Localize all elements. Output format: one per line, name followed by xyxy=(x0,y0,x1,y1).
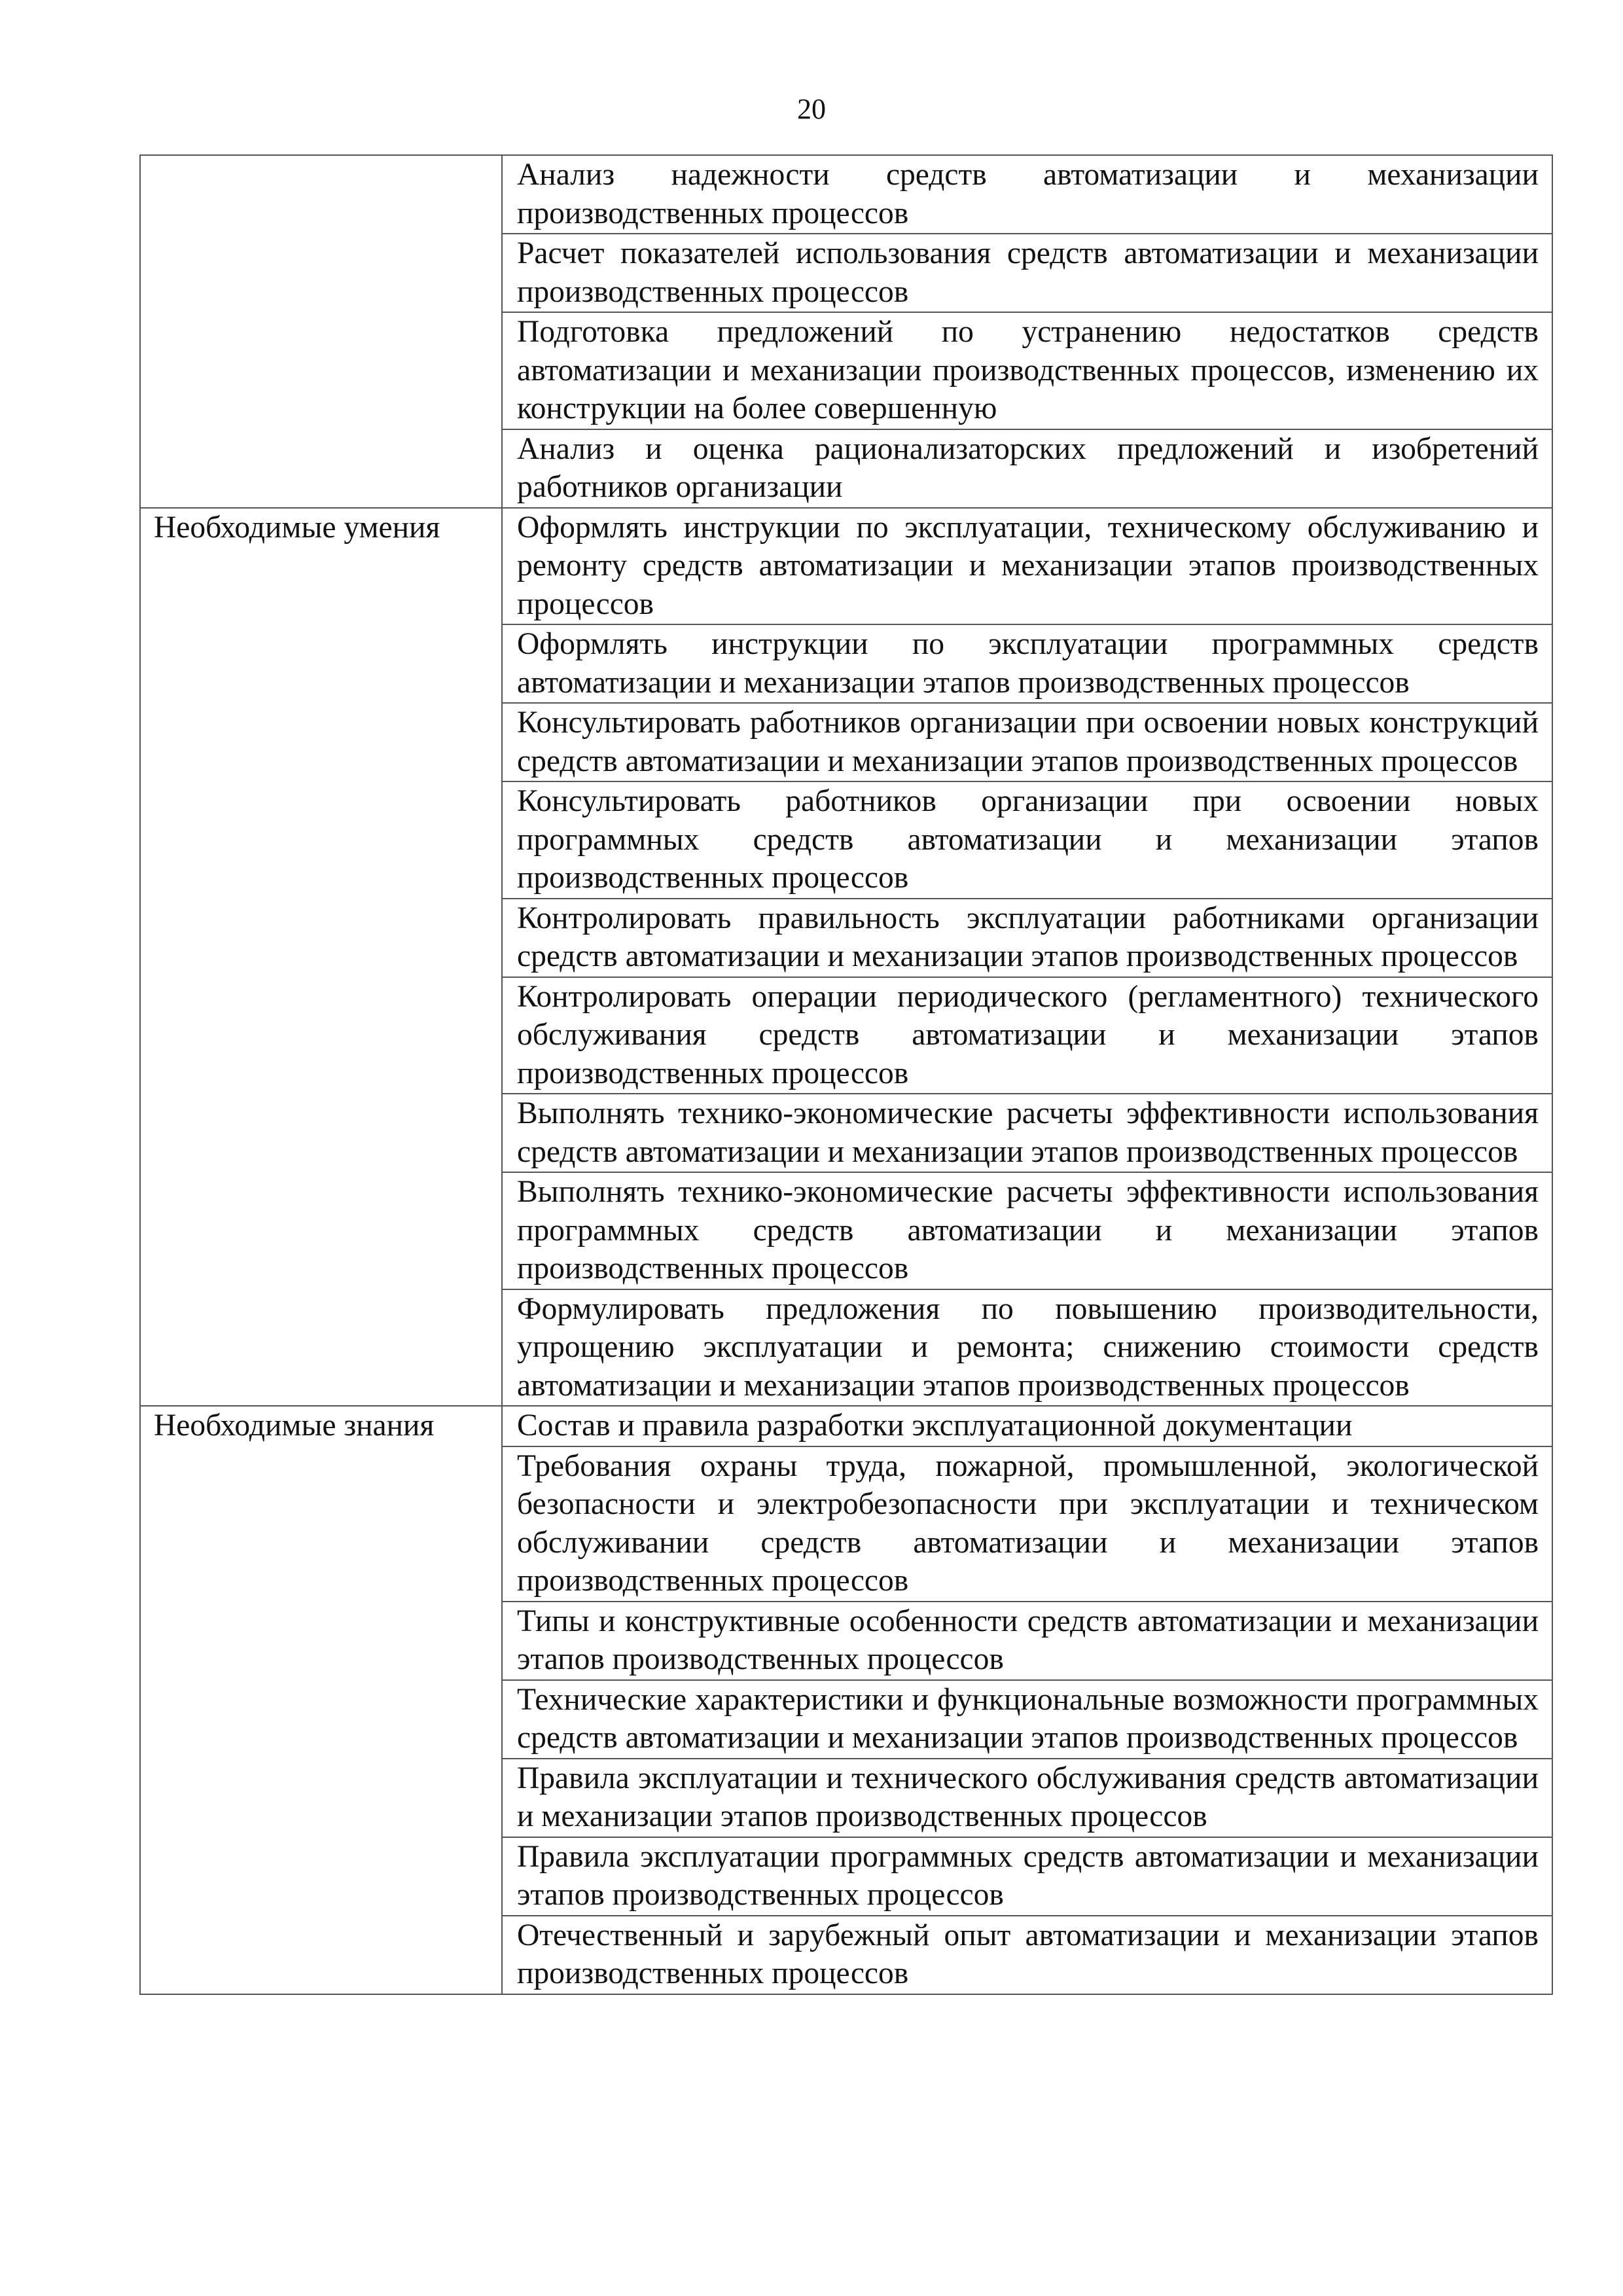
requirement-item: Требования охраны труда, пожарной, промышленной, экологической безопасности и электробезопасности при эксплуатации и техническом обслуживании средств автоматизации и механизации этапов производственных процессов xyxy=(502,1446,1552,1602)
requirement-item: Оформлять инструкции по эксплуатации, техническому обслуживанию и ремонту средств автоматизации и механизации этапов производственных процессов xyxy=(502,508,1552,625)
requirement-item: Консультировать работников организации при освоении новых конструкций средств автоматизации и механизации этапов производственных процессов xyxy=(502,703,1552,781)
requirement-item: Состав и правила разработки эксплуатационной документации xyxy=(502,1406,1552,1446)
table-row xyxy=(140,1406,1552,1446)
table-row xyxy=(140,155,1552,234)
requirement-item: Расчет показателей использования средств автоматизации и механизации производственных процессов xyxy=(502,234,1552,312)
requirement-item: Типы и конструктивные особенности средств автоматизации и механизации этапов производственных процессов xyxy=(502,1602,1552,1680)
requirement-item: Контролировать правильность эксплуатации работниками организации средств автоматизации и механизации этапов производственных процессов xyxy=(502,899,1552,977)
requirement-item: Выполнять технико-экономические расчеты эффективности использования средств автоматизации и механизации этапов производственных процессов xyxy=(502,1094,1552,1172)
requirement-item: Консультировать работников организации при освоении новых программных средств автоматизации и механизации этапов производственных процессов xyxy=(502,781,1552,899)
table-row xyxy=(140,508,1552,625)
section-label-cell: Необходимые знания xyxy=(140,1406,502,1994)
requirement-item: Анализ надежности средств автоматизации и механизации производственных процессов xyxy=(502,155,1552,234)
requirement-item: Выполнять технико-экономические расчеты эффективности использования программных средств автоматизации и механизации этапов производственных процессов xyxy=(502,1172,1552,1289)
section-label-cell: Необходимые умения xyxy=(140,508,502,1407)
section-label-cell xyxy=(140,155,502,508)
requirements-table-container xyxy=(139,154,1552,1995)
requirement-item: Анализ и оценка рационализаторских предложений и изобретений работников организации xyxy=(502,429,1552,508)
requirement-item: Оформлять инструкции по эксплуатации программных средств автоматизации и механизации этапов производственных процессов xyxy=(502,624,1552,703)
requirement-item: Правила эксплуатации программных средств автоматизации и механизации этапов производственных процессов xyxy=(502,1837,1552,1916)
requirement-item: Формулировать предложения по повышению производительности, упрощению эксплуатации и ремонта; снижению стоимости средств автоматизации и механизации этапов производственных процессов xyxy=(502,1289,1552,1407)
requirement-item: Подготовка предложений по устранению недостатков средств автоматизации и механизации производственных процессов, изменению их конструкции на более совершенную xyxy=(502,312,1552,429)
requirement-item: Отечественный и зарубежный опыт автоматизации и механизации этапов производственных процессов xyxy=(502,1916,1552,1994)
requirement-item: Правила эксплуатации и технического обслуживания средств автоматизации и механизации этапов производственных процессов xyxy=(502,1759,1552,1837)
requirements-table-body xyxy=(140,155,1552,1994)
requirement-item: Технические характеристики и функциональные возможности программных средств автоматизации и механизации этапов производственных процессов xyxy=(502,1680,1552,1759)
requirement-item: Контролировать операции периодического (регламентного) технического обслуживания средств автоматизации и механизации этапов производственных процессов xyxy=(502,977,1552,1094)
page-number: 20 xyxy=(797,93,826,125)
requirements-table xyxy=(139,154,1553,1995)
